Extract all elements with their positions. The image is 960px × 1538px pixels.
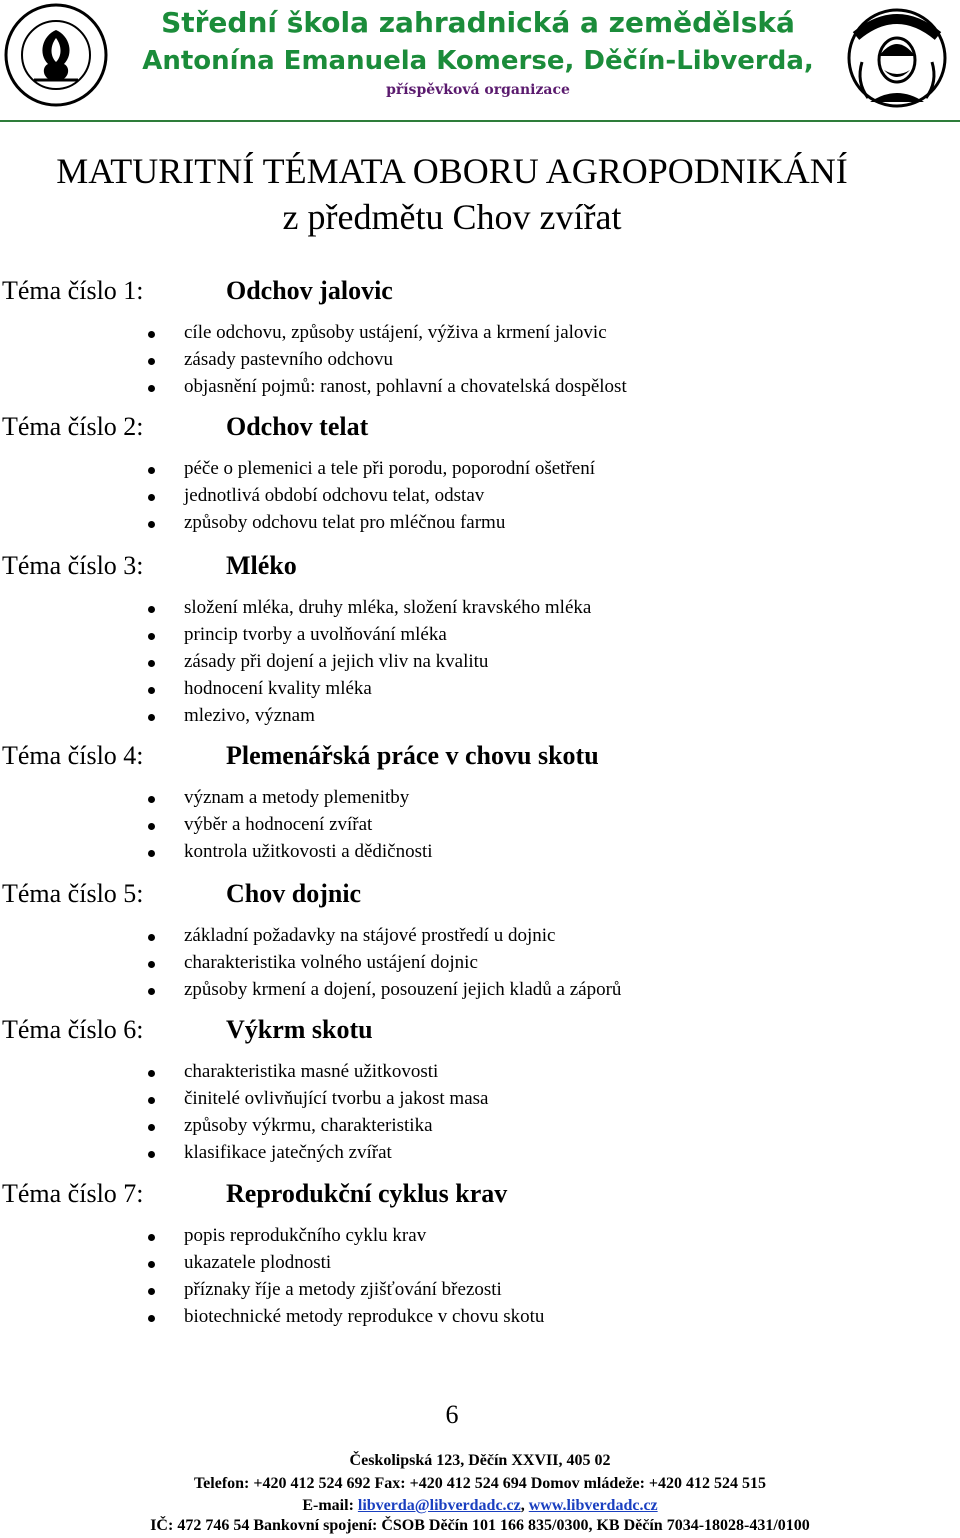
page-number: 6 (445, 1400, 459, 1429)
bullet-icon (148, 1151, 155, 1158)
school-name-line2: Antonína Emanuela Komerse, Děčín-Libverda, (142, 46, 814, 76)
topic-item: činitelé ovlivňující tvorbu a jakost masa (184, 1088, 489, 1109)
topic-item: charakteristika masné užitkovosti (184, 1061, 439, 1082)
website-link[interactable]: www.libverdadc.cz (528, 1497, 658, 1514)
footer-address: Českolipská 123, Děčín XXVII, 405 02 (349, 1452, 611, 1469)
topic-label: Téma číslo 2: (2, 412, 144, 441)
email-link[interactable]: libverda@libverdadc.cz (357, 1497, 521, 1514)
topic-item: kontrola užitkovosti a dědičnosti (184, 841, 433, 862)
bullet-icon (148, 521, 155, 528)
bullet-icon (148, 988, 155, 995)
bullet-icon (148, 606, 155, 613)
bullet-icon (148, 687, 155, 694)
header-divider (0, 120, 960, 122)
subtitle-subject: Chov zvířat (452, 197, 622, 237)
topic-item: princip tvorby a uvolňování mléka (184, 624, 447, 645)
bullet-icon (148, 961, 155, 968)
letterhead (0, 0, 960, 124)
topic-name: Odchov jalovic (226, 276, 393, 305)
bullet-icon (148, 331, 155, 338)
subtitle-prefix: z předmětu (282, 197, 453, 237)
topic-label: Téma číslo 1: (2, 276, 144, 305)
topic-item: zásady pastevního odchovu (184, 349, 393, 370)
email-label: E-mail: (302, 1497, 358, 1514)
bullet-icon (148, 494, 155, 501)
bullet-icon (148, 358, 155, 365)
bullet-icon (148, 934, 155, 941)
footer-contacts (0, 1497, 960, 1515)
bullet-icon (148, 467, 155, 474)
bullet-icon (148, 850, 155, 857)
topic-label: Téma číslo 3: (2, 551, 144, 580)
topic-item: význam a metody plemenitby (184, 787, 410, 808)
topic-item: popis reprodukčního cyklu krav (184, 1225, 427, 1246)
topic-item: mlezivo, význam (184, 705, 315, 726)
footer-phones: Telefon: +420 412 524 692 Fax: +420 412 524 694 Domov mládeže: +420 412 524 515 (193, 1475, 767, 1492)
founder-portrait-logo (842, 2, 952, 110)
topic-label: Téma číslo 4: (2, 741, 144, 770)
topic-item: zásady při dojení a jejich vliv na kvalitu (184, 651, 489, 672)
topic-item: hodnocení kvality mléka (184, 678, 372, 699)
topic-name: Odchov telat (226, 412, 369, 441)
topic-item: klasifikace jatečných zvířat (184, 1142, 392, 1163)
topic-label: Téma číslo 6: (2, 1015, 144, 1044)
topic-item: výběr a hodnocení zvířat (184, 814, 373, 835)
bullet-icon (148, 1124, 155, 1131)
school-subtitle: příspěvková organizace (386, 82, 570, 98)
bullet-icon (148, 1288, 155, 1295)
bullet-icon (148, 796, 155, 803)
topic-item: způsoby krmení a dojení, posouzení jejich kladů a záporů (184, 979, 622, 1000)
topic-item: charakteristika volného ustájení dojnic (184, 952, 478, 973)
school-name-line1: Střední škola zahradnická a zemědělská (161, 6, 795, 39)
bullet-icon (148, 1234, 155, 1241)
topic-item: jednotlivá období odchovu telat, odstav (184, 485, 485, 506)
bullet-icon (148, 385, 155, 392)
bullet-icon (148, 714, 155, 721)
topic-item: péče o plemenici a tele při porodu, poporodní ošetření (184, 458, 596, 479)
topic-item: příznaky říje a metody zjišťování březosti (184, 1279, 502, 1300)
topic-name: Výkrm skotu (226, 1015, 373, 1044)
contact-separator: , (520, 1497, 529, 1514)
document-subtitle (0, 196, 904, 238)
topic-name: Chov dojnic (226, 879, 362, 908)
topic-name: Mléko (226, 551, 297, 580)
topic-item: objasnění pojmů: ranost, pohlavní a chovatelská dospělost (184, 376, 627, 397)
bullet-icon (148, 1261, 155, 1268)
document-title: MATURITNÍ TÉMATA OBORU AGROPODNIKÁNÍ (56, 151, 848, 191)
bullet-icon (148, 660, 155, 667)
bullet-icon (148, 1070, 155, 1077)
footer-bank: IČ: 472 746 54 Bankovní spojení: ČSOB Děčín 101 166 835/0300, KB Děčín 7034-18028-431/0100 (150, 1517, 810, 1534)
bullet-icon (148, 633, 155, 640)
topic-item: způsoby výkrmu, charakteristika (184, 1115, 433, 1136)
topic-name: Reprodukční cyklus krav (226, 1179, 508, 1208)
topic-label: Téma číslo 7: (2, 1179, 144, 1208)
topic-item: cíle odchovu, způsoby ustájení, výživa a krmení jalovic (184, 322, 607, 343)
topic-item: složení mléka, druhy mléka, složení kravského mléka (184, 597, 592, 618)
topic-item: biotechnické metody reprodukce v chovu skotu (184, 1306, 545, 1327)
school-seal-logo (4, 2, 108, 108)
topic-item: ukazatele plodnosti (184, 1252, 332, 1273)
bullet-icon (148, 1097, 155, 1104)
topic-name: Plemenářská práce v chovu skotu (226, 741, 599, 770)
topic-item: způsoby odchovu telat pro mléčnou farmu (184, 512, 506, 533)
bullet-icon (148, 823, 155, 830)
bullet-icon (148, 1315, 155, 1322)
topic-label: Téma číslo 5: (2, 879, 144, 908)
topic-item: základní požadavky na stájové prostředí u dojnic (184, 925, 556, 946)
